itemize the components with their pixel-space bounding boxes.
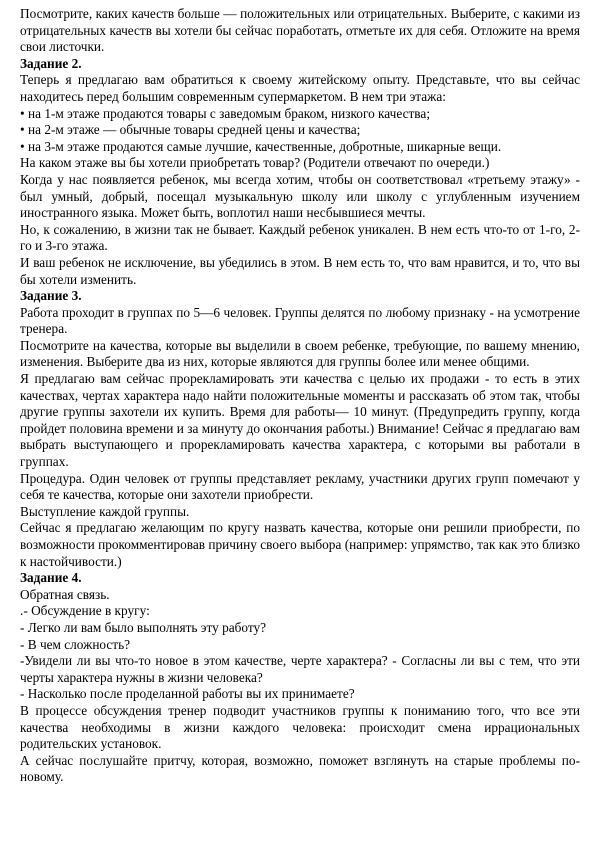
heading-task-3: Задание 3. [20,288,82,304]
heading-task-4: Задание 4. [20,570,82,586]
question-accept: - Насколько после проделанной работы вы их принимаете? [20,686,355,702]
paragraph-circle: Сейчас я предлагаю желающим по кругу назвать качества, которые они решили приобрести, по возможности прокомментировав причину своего выбора (например: упрямство, так как это близко к настойчивости.) [20,520,580,569]
paragraph-groups: Работа проходит в группах по 5—6 человек. Группы делятся по любому признаку - на усмотрение тренера. [20,304,580,337]
paragraph-procedure: Процедура. Один человек от группы представляет рекламу, участники других групп помечают у себя те качества, которые они захотели приобрести. [20,470,580,503]
paragraph-feedback: Обратная связь. [20,586,110,602]
paragraph-discussion: .- Обсуждение в кругу: [20,603,150,619]
bullet-floor-3: • на 3-м этаже продаются самые лучшие, качественные, добротные, шикарные вещи. [20,138,502,154]
paragraph-supermarket: Теперь я предлагаю вам обратиться к своему житейскому опыту. Представьте, что вы сейчас находитесь перед большим современным супермаркетом. В нем три этажа: [20,72,580,104]
paragraph-your-child: И ваш ребенок не исключение, вы убедились в этом. В нем есть то, что вам нравится, и то, что вы бы хотели изменить. [20,254,580,287]
paragraph-child-expectations: Когда у нас появляется ребенок, мы всегда хотим, чтобы он соответствовал «третьему этажу» - был умный, добрый, посещал музыкальную школу или школу с углубленным изучением иностранного языка. Может быть, воплотил наши несбывшиеся мечты. [20,171,580,221]
document-page [20,6,580,786]
heading-task-2: Задание 2. [20,55,82,71]
question-new: -Увидели ли вы что-то новое в этом качестве, черте характера? - Согласны ли вы с тем, что эти черты характера нужны в жизни человека? [20,653,580,685]
question-difficulty: - В чем сложность? [20,636,131,652]
paragraph-trainer: В процессе обсуждения тренер подводит участников группы к пониманию того, что все эти качества необходимы в жизни каждого человека: происходит смена иррациональных родительских установок. [20,702,580,752]
paragraph-qualities: Посмотрите на качества, которые вы выделили в своем ребенке, требующие, по вашему мнению, изменения. Выберите два из них, которые являются для группы более или менее общими. [20,337,580,370]
paragraph-performance: Выступление каждой группы. [20,503,190,519]
bullet-floor-1: • на 1-м этаже продаются товары с заведомым браком, низкого качества; [20,105,431,121]
paragraph-intro: Посмотрите, каких качеств больше — положительных или отрицательных. Выберите, с какими из отрицательных качеств вы хотели бы сейчас поработать, отметьте их для себя. Отложите на время свои листочки. [20,6,580,55]
bullet-floor-2: • на 2-м этаже — обычные товары средней цены и качества; [20,122,361,138]
paragraph-advertise: Я предлагаю вам сейчас прорекламировать эти качества с целью их продажи - то есть в этих качествах, чертах характера надо найти положительные моменты и рассказать об этом так, чтобы другие группы захотели их купить. Время для работы— 10 минут. (Предупредить группу, когда пройдет половина времени и за минуту до окончания работы.) Внимание! Сейчас я предлагаю вам выбрать выступающего и прорекламировать качества характера, с которыми вы работали в группах. [20,371,580,470]
paragraph-unique: Но, к сожалению, в жизни так не бывает. Каждый ребенок уникален. В нем есть что-то от 1-го, 2-го и 3-го этажа. [20,221,580,254]
paragraph-question: На каком этаже вы бы хотели приобретать товар? (Родители отвечают по очереди.) [20,155,490,171]
paragraph-parable: А сейчас послушайте притчу, которая, возможно, поможет взглянуть на старые проблемы по-новому. [20,752,580,785]
question-easy: - Легко ли вам было выполнять эту работу? [20,619,267,635]
